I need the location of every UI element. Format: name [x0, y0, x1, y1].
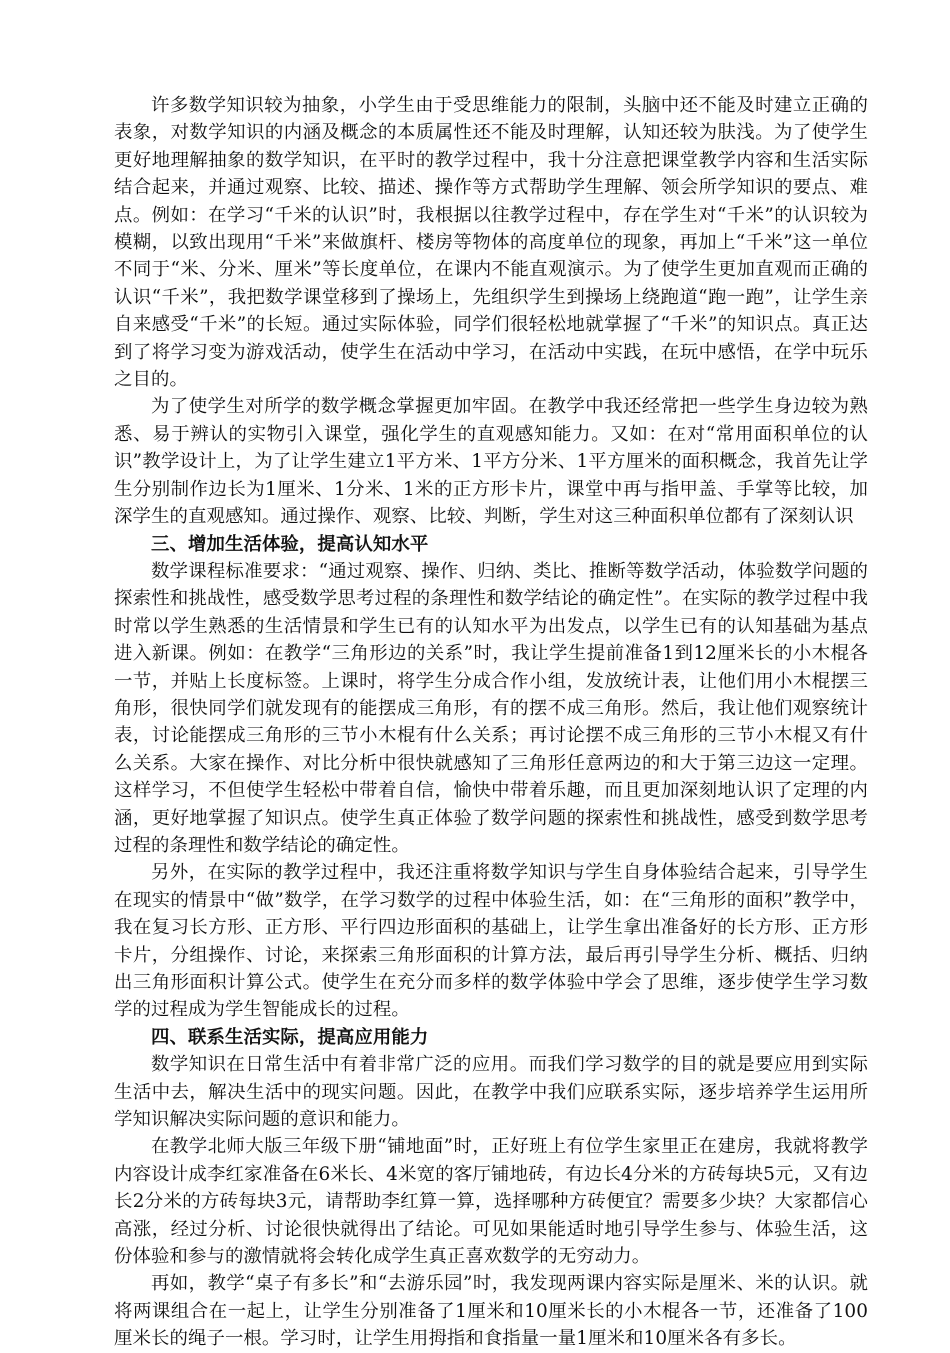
- paragraph: 数学课程标准要求：“通过观察、操作、归纳、类比、推断等数学活动，体验数学问题的探索性和挑战性，感受数学思考过程的条理性和数学结论的确定性”。在实际的教学过程中我时常以学生熟悉的生活情景和学生已有的认知水平为出发点，以学生已有的认知基础为基点进入新课。例如：在教学“三角形边的关系”时，我让学生提前准备1到12厘米长的小木棍各一节，并贴上长度标签。上课时，将学生分成合作小组，发放统计表，让他们用小木棍摆三角形，很快同学们就发现有的能摆成三角形，有的摆不成三角形。然后，我让他们观察统计表，讨论能摆成三角形的三节小木棍有什么关系；再讨论摆不成三角形的三节小木棍又有什么关系。大家在操作、对比分析中很快就感知了三角形任意两边的和大于第三边这一定理。这样学习，不但使学生轻松中带着自信，愉快中带着乐趣，而且更加深刻地认识了定理的内涵，更好地掌握了知识点。使学生真正体验了数学问题的探索性和挑战性，感受到数学思考过程的条理性和数学结论的确定性。: [114, 560, 868, 856]
- section-heading: 三、增加生活体验，提高认知水平: [151, 533, 429, 555]
- paragraph: 在教学北师大版三年级下册“铺地面”时，正好班上有位学生家里正在建房，我就将教学内容设计成李红家准备在6米长、4米宽的客厅铺地砖，有边长4分米的方砖每块5元，又有边长2分米的方砖每块3元，请帮助李红算一算，选择哪种方砖便宜？需要多少块？大家都信心高涨，经过分析、讨论很快就得出了结论。可见如果能适时地引导学生参与、体验生活，这份体验和参与的激情就将会转化成学生真正喜欢数学的无穷动力。: [114, 1136, 868, 1268]
- paragraph: 为了使学生对所学的数学概念掌握更加牢固。在教学中我还经常把一些学生身边较为熟悉、易于辨认的实物引入课堂，强化学生的直观感知能力。又如：在对“常用面积单位的认识”教学设计上，为了让学生建立1平方米、1平方分米、1平方厘米的面积概念，我首先让学生分别制作边长为1厘米、1分米、1米的正方形卡片，课堂中再与指甲盖、手掌等比较，加深学生的直观感知。通过操作、观察、比较、判断，学生对这三种面积单位都有了深刻认识: [114, 396, 868, 528]
- section-heading: 四、联系生活实际，提高应用能力: [151, 1026, 429, 1048]
- paragraph: 数学知识在日常生活中有着非常广泛的应用。而我们学习数学的目的就是要应用到实际生活中去，解决生活中的现实问题。因此，在教学中我们应联系实际，逐步培养学生运用所学知识解决实际问题的意识和能力。: [114, 1054, 868, 1131]
- document-page: [114, 92, 868, 1353]
- paragraph: 另外，在实际的教学过程中，我还注重将数学知识与学生自身体验结合起来，引导学生在现实的情景中“做”数学，在学习数学的过程中体验生活，如：在“三角形的面积”教学中，我在复习长方形、正方形、平行四边形面积的基础上，让学生拿出准备好的长方形、正方形卡片，分组操作、讨论，来探索三角形面积的计算方法，最后再引导学生分析、概括、归纳出三角形面积计算公式。使学生在充分而多样的数学体验中学会了思维，逐步使学生学习数学的过程成为学生智能成长的过程。: [114, 862, 868, 1021]
- paragraph: 再如，教学“桌子有多长”和“去游乐园”时，我发现两课内容实际是厘米、米的认识。就将两课组合在一起上，让学生分别准备了1厘米和10厘米长的小木棍各一节，还准备了100厘米长的绳子一根。学习时，让学生用拇指和食指量一量1厘米和10厘米各有多长。: [114, 1273, 868, 1350]
- paragraph: 许多数学知识较为抽象，小学生由于受思维能力的限制，头脑中还不能及时建立正确的表象，对数学知识的内涵及概念的本质属性还不能及时理解，认知还较为肤浅。为了使学生更好地理解抽象的数学知识，在平时的教学过程中，我十分注意把课堂教学内容和生活实际结合起来，并通过观察、比较、描述、操作等方式帮助学生理解、领会所学知识的要点、难点。例如：在学习“千米的认识”时，我根据以往教学过程中，存在学生对“千米”的认识较为模糊，以致出现用“千米”来做旗杆、楼房等物体的高度单位的现象，再加上“千米”这一单位不同于“米、分米、厘米”等长度单位，在课内不能直观演示。为了使学生更加直观而正确的认识“千米”，我把数学课堂移到了操场上，先组织学生到操场上绕跑道“跑一跑”，让学生亲自来感受“千米”的长短。通过实际体验，同学们很轻松地就掌握了“千米”的知识点。真正达到了将学习变为游戏活动，使学生在活动中学习，在活动中实践，在玩中感悟，在学中玩乐之目的。: [114, 95, 868, 391]
